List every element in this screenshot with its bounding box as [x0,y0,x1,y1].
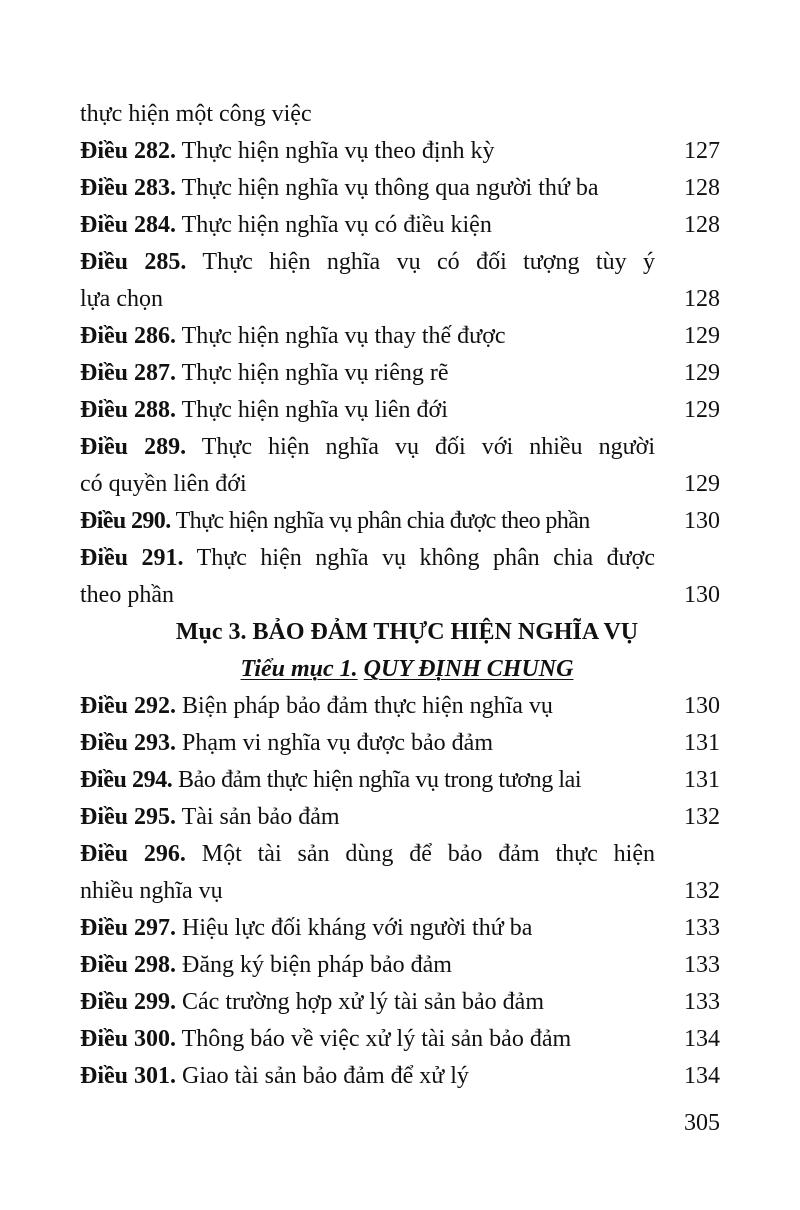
toc-entry [80,244,720,318]
article-label: Điều 297. [80,915,176,941]
article-title: Tài sản bảo đảm [181,804,340,830]
article-title-cont: có quyền liên đới [80,471,247,497]
page-ref: 130 [684,693,720,719]
article-label: Điều 299. [80,989,176,1015]
page-ref: 128 [684,175,720,201]
article-title-cont: theo phần [80,582,174,608]
toc-entry [80,318,720,355]
subsection-heading [80,651,720,688]
article-label: Điều 296. [80,841,186,867]
article-title-cont: nhiều nghĩa vụ [80,878,223,904]
article-title: Thực hiện nghĩa vụ thông qua người thứ ba [181,175,599,201]
page-number: 305 [684,1110,720,1136]
article-label: Điều 283. [80,175,176,201]
page-ref: 132 [684,804,720,830]
toc-entry [80,503,720,540]
article-label: Điều 298. [80,952,176,978]
article-title: Thực hiện nghĩa vụ phân chia được theo phần [175,508,590,534]
toc-entry [80,540,720,614]
page-ref: 128 [684,212,720,238]
article-title: Thực hiện nghĩa vụ liên đới [181,397,448,423]
toc-entry [80,355,720,392]
toc-entry [80,429,720,503]
page-ref: 130 [684,582,720,608]
page-ref: 134 [684,1063,720,1089]
article-label: Điều 292. [80,693,176,719]
toc-entry [80,799,720,836]
toc-entry [80,947,720,984]
toc-entry [80,133,720,170]
article-label: Điều 282. [80,138,176,164]
article-title: Hiệu lực đối kháng với người thứ ba [182,915,533,941]
article-title: Thực hiện nghĩa vụ theo định kỳ [181,138,495,164]
article-title: Thực hiện nghĩa vụ đối với nhiều người [201,434,655,460]
article-label: Điều 300. [80,1026,176,1052]
toc-entry [80,725,720,762]
page-ref: 131 [684,730,720,756]
page-ref: 132 [684,878,720,904]
article-label: Điều 284. [80,212,176,238]
toc-entry [80,984,720,1021]
toc-entry [80,1021,720,1058]
article-title: Phạm vi nghĩa vụ được bảo đảm [182,730,493,756]
article-label: Điều 291. [80,545,184,571]
article-title: Thông báo về việc xử lý tài sản bảo đảm [181,1026,572,1052]
article-title: Các trường hợp xử lý tài sản bảo đảm [182,989,544,1015]
page-ref: 133 [684,915,720,941]
article-title: Thực hiện nghĩa vụ có điều kiện [181,212,492,238]
toc-entry [80,1058,720,1095]
article-label: Điều 285. [80,249,187,275]
article-title: Thực hiện nghĩa vụ riêng rẽ [181,360,449,386]
toc-entry [80,762,720,799]
article-label: Điều 301. [80,1063,176,1089]
page-ref: 131 [684,767,720,793]
page-ref: 129 [684,323,720,349]
toc-entry [80,207,720,244]
article-label: Điều 295. [80,804,176,830]
page-ref: 127 [684,138,720,164]
article-title: Đăng ký biện pháp bảo đảm [182,952,452,978]
page-ref: 133 [684,952,720,978]
article-label: Điều 293. [80,730,176,756]
article-title: Biện pháp bảo đảm thực hiện nghĩa vụ [182,693,553,719]
article-title: Một tài sản dùng để bảo đảm thực hiện [201,841,655,867]
page-ref: 129 [684,360,720,386]
toc-entry [80,910,720,947]
toc-entry [80,170,720,207]
toc-page [80,96,720,1095]
article-title: Giao tài sản bảo đảm để xử lý [182,1063,469,1089]
page-ref: 133 [684,989,720,1015]
subsection-prefix: Tiểu mục 1. [240,656,358,682]
page-ref: 129 [684,397,720,423]
page-ref: 134 [684,1026,720,1052]
article-title-cont: lựa chọn [80,286,163,312]
toc-entry [80,836,720,910]
page-ref: 130 [684,508,720,534]
article-title: Thực hiện nghĩa vụ không phân chia được [196,545,656,571]
article-label: Điều 290. [80,508,171,534]
article-title: Bảo đảm thực hiện nghĩa vụ trong tương lai [178,767,582,793]
page-ref: 128 [684,286,720,312]
article-label: Điều 294. [80,767,173,793]
page-ref: 129 [684,471,720,497]
article-label: Điều 288. [80,397,176,423]
article-title: Thực hiện nghĩa vụ thay thế được [181,323,506,349]
toc-entry [80,392,720,429]
toc-entry [80,688,720,725]
section-heading: Mục 3. BẢO ĐẢM THỰC HIỆN NGHĨA VỤ [175,619,639,645]
article-title: Thực hiện nghĩa vụ có đối tượng tùy ý [202,249,655,275]
article-label: Điều 286. [80,323,176,349]
continuation-line: thực hiện một công việc [80,101,312,127]
article-label: Điều 287. [80,360,176,386]
article-label: Điều 289. [80,434,187,460]
subsection-title: QUY ĐỊNH CHUNG [363,656,574,682]
